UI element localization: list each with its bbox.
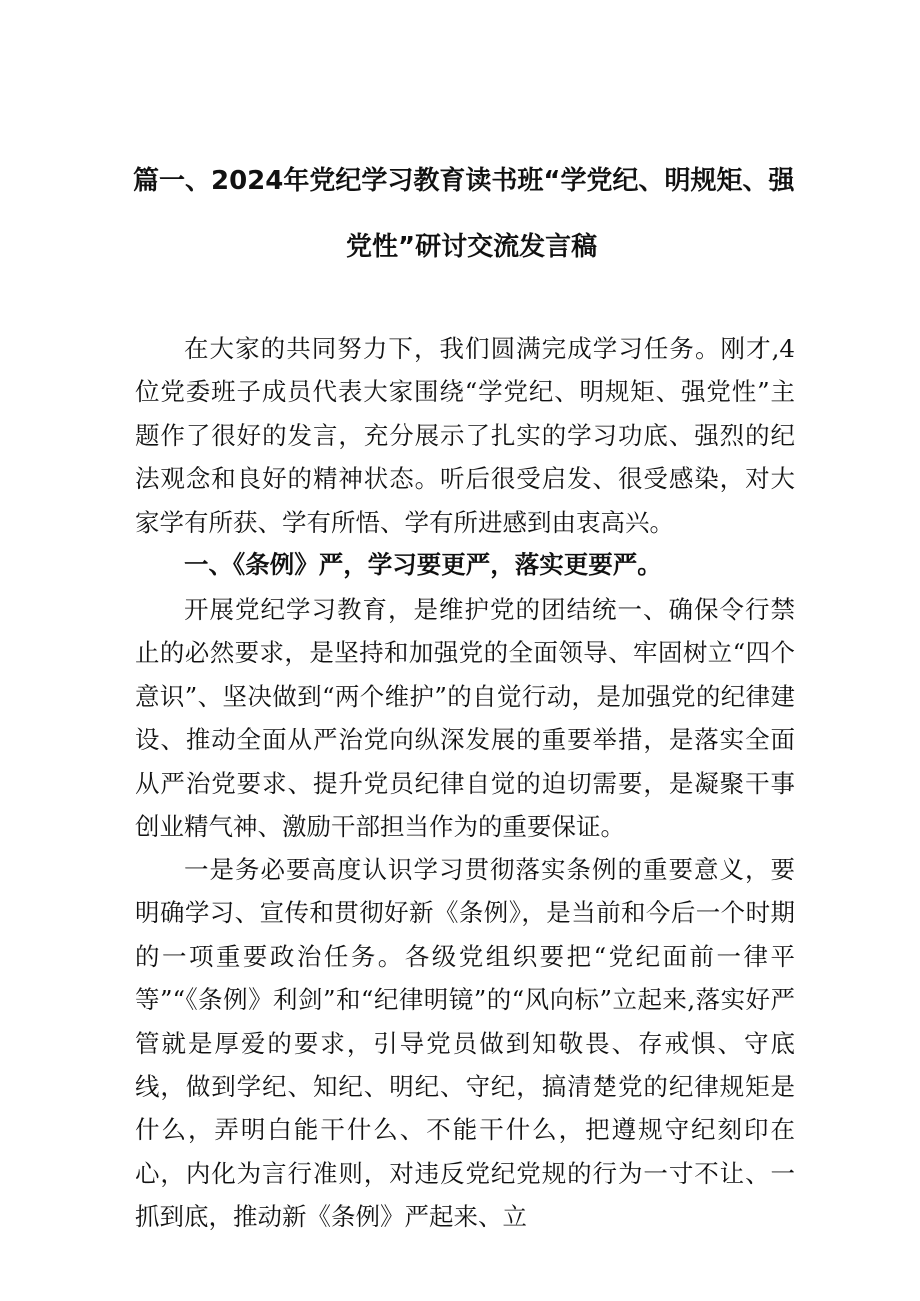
section-1-point-1-paragraph: 一是务必要高度认识学习贯彻落实条例的重要意义，要明确学习、宣传和贯彻好新《条例》，是当前和今后一个时期的一项重要政治任务。各级党组织要把“党纪面前一律平等”“《条例》利剑”和“纪律明镜”的“风向标”立起来,落实好严管就是厚爱的要求，引导党员做到知敬畏、存戒惧、守底线，做到学纪、知纪、明纪、守纪，搞清楚党的纪律规矩是什么，弄明白能干什么、不能干什么，把遵规守纪刻印在心，内化为言行准则，对违反党纪党规的行为一寸不让、一抓到底，推动新《条例》严起来、立 — [135, 855, 795, 1232]
intro-paragraph: 在大家的共同努力下，我们圆满完成学习任务。刚才,4位党委班子成员代表大家围绕“学党纪、明规矩、强党性”主题作了很好的发言，充分展示了扎实的学习功底、强烈的纪法观念和良好的精神状态。听后很受启发、很受感染，对大家学有所获、学有所悟、学有所进感到由衷高兴。 — [135, 334, 795, 537]
document-title-line-1: 篇一、2024年党纪学习教育读书班“学党纪、明规矩、强 — [133, 166, 795, 196]
section-1-heading: 一、《条例》严，学习要更严，落实更要严。 — [184, 550, 662, 579]
document-title-line-2: 党性”研讨交流发言稿 — [346, 232, 598, 262]
section-1-body-paragraph: 开展党纪学习教育，是维护党的团结统一、确保令行禁止的必然要求，是坚持和加强党的全面领导、牢固树立“四个意识”、坚决做到“两个维护”的自觉行动，是加强党的纪律建设、推动全面从严治党向纵深发展的重要举措，是落实全面从严治党要求、提升党员纪律自觉的迫切需要，是凝聚干事创业精气神、激励干部担当作为的重要保证。 — [135, 595, 795, 842]
